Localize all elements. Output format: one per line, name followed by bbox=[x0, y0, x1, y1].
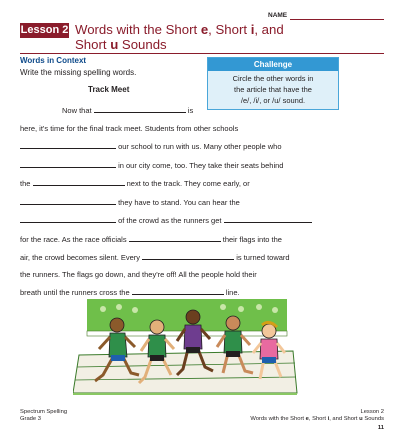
footer-text: , and Short bbox=[329, 416, 360, 422]
footer-vowel-e: e bbox=[305, 416, 309, 422]
passage-text: next to the track. They come early, or bbox=[124, 179, 250, 188]
footer-vowel-u: u bbox=[359, 416, 363, 422]
title-part: Words with the Short bbox=[75, 22, 201, 37]
answer-blank-2[interactable] bbox=[20, 142, 116, 149]
passage-line bbox=[20, 124, 238, 134]
passage-line bbox=[20, 142, 282, 152]
passage-text: line. bbox=[223, 288, 240, 297]
answer-blank-5[interactable] bbox=[20, 198, 116, 205]
answer-blank-8[interactable] bbox=[129, 235, 221, 242]
passage-text: of the crowd as the runners get bbox=[116, 216, 224, 225]
challenge-heading: Challenge bbox=[208, 58, 338, 71]
section-heading: Words in Context bbox=[20, 56, 87, 65]
passage-line bbox=[20, 253, 290, 263]
passage-line bbox=[20, 235, 282, 245]
footer-right bbox=[250, 409, 384, 423]
passage-text: they have to stand. You can hear the bbox=[116, 198, 240, 207]
lesson-title bbox=[75, 22, 345, 52]
passage-text: breath until the runners cross the bbox=[20, 288, 132, 297]
passage-text: here, it's time for the final track meet. Students from other schools bbox=[20, 124, 239, 133]
title-vowel-i: i bbox=[250, 22, 255, 37]
name-label: NAME bbox=[268, 12, 288, 19]
challenge-text bbox=[208, 71, 338, 106]
answer-blank-1[interactable] bbox=[94, 106, 186, 113]
title-part: Short bbox=[75, 37, 111, 52]
answer-blank-7[interactable] bbox=[224, 216, 312, 223]
footer-vowel-i: i bbox=[327, 416, 330, 422]
answer-blank-9[interactable] bbox=[142, 253, 234, 260]
passage-line bbox=[62, 106, 193, 116]
passage-text: air, the crowd becomes silent. Every bbox=[20, 253, 143, 262]
passage-line bbox=[20, 270, 257, 280]
instructions: Write the missing spelling words. bbox=[20, 68, 137, 77]
title-vowel-e: e bbox=[200, 22, 209, 37]
footer-description bbox=[250, 416, 384, 423]
footer-series: Spectrum Spelling bbox=[20, 409, 68, 415]
footer-left bbox=[20, 409, 67, 423]
answer-blank-6[interactable] bbox=[20, 216, 116, 223]
lesson-badge: Lesson 2 bbox=[20, 24, 69, 36]
passage-text: the bbox=[20, 179, 33, 188]
footer-lesson: Lesson 2 bbox=[360, 409, 384, 415]
footer-text: Sounds bbox=[362, 416, 384, 422]
passage-text: Now that bbox=[62, 106, 94, 115]
challenge-line: the article that have the bbox=[234, 85, 312, 94]
header-divider bbox=[20, 53, 384, 54]
passage-text: for the race. As the race officials bbox=[20, 235, 129, 244]
footer-text: Words with the Short bbox=[250, 416, 306, 422]
title-part: , and bbox=[254, 22, 284, 37]
name-row bbox=[268, 11, 384, 21]
passage-text: in our city come, too. They take their seats behind bbox=[116, 161, 284, 170]
article-title: Track Meet bbox=[88, 85, 130, 94]
grass bbox=[73, 393, 297, 395]
challenge-line: Circle the other words in bbox=[232, 74, 314, 83]
answer-blank-3[interactable] bbox=[20, 161, 116, 168]
lesson-header bbox=[20, 22, 384, 52]
challenge-line: /e/, /i/, or /u/ sound. bbox=[240, 96, 306, 105]
passage-line bbox=[20, 216, 312, 226]
passage-text: their flags into the bbox=[220, 235, 282, 244]
passage-line bbox=[20, 179, 250, 189]
title-vowel-u: u bbox=[110, 37, 119, 52]
passage-text: is turned toward bbox=[234, 253, 290, 262]
passage-line bbox=[20, 161, 283, 171]
footer-text: , Short bbox=[308, 416, 328, 422]
passage-text: our school to run with us. Many other people who bbox=[116, 142, 282, 151]
passage-text: is bbox=[185, 106, 194, 115]
answer-blank-4[interactable] bbox=[33, 179, 125, 186]
runners-illustration bbox=[73, 295, 300, 395]
name-line[interactable] bbox=[290, 19, 384, 20]
passage-text: the runners. The flags go down, and they're off! All the people hold their bbox=[20, 270, 257, 279]
answer-blank-10[interactable] bbox=[132, 288, 224, 295]
footer-grade: Grade 3 bbox=[20, 416, 41, 422]
title-part: , Short bbox=[208, 22, 251, 37]
title-part: Sounds bbox=[118, 37, 167, 52]
passage-line bbox=[20, 198, 240, 208]
page-number: 11 bbox=[377, 425, 384, 431]
challenge-box bbox=[207, 57, 339, 110]
